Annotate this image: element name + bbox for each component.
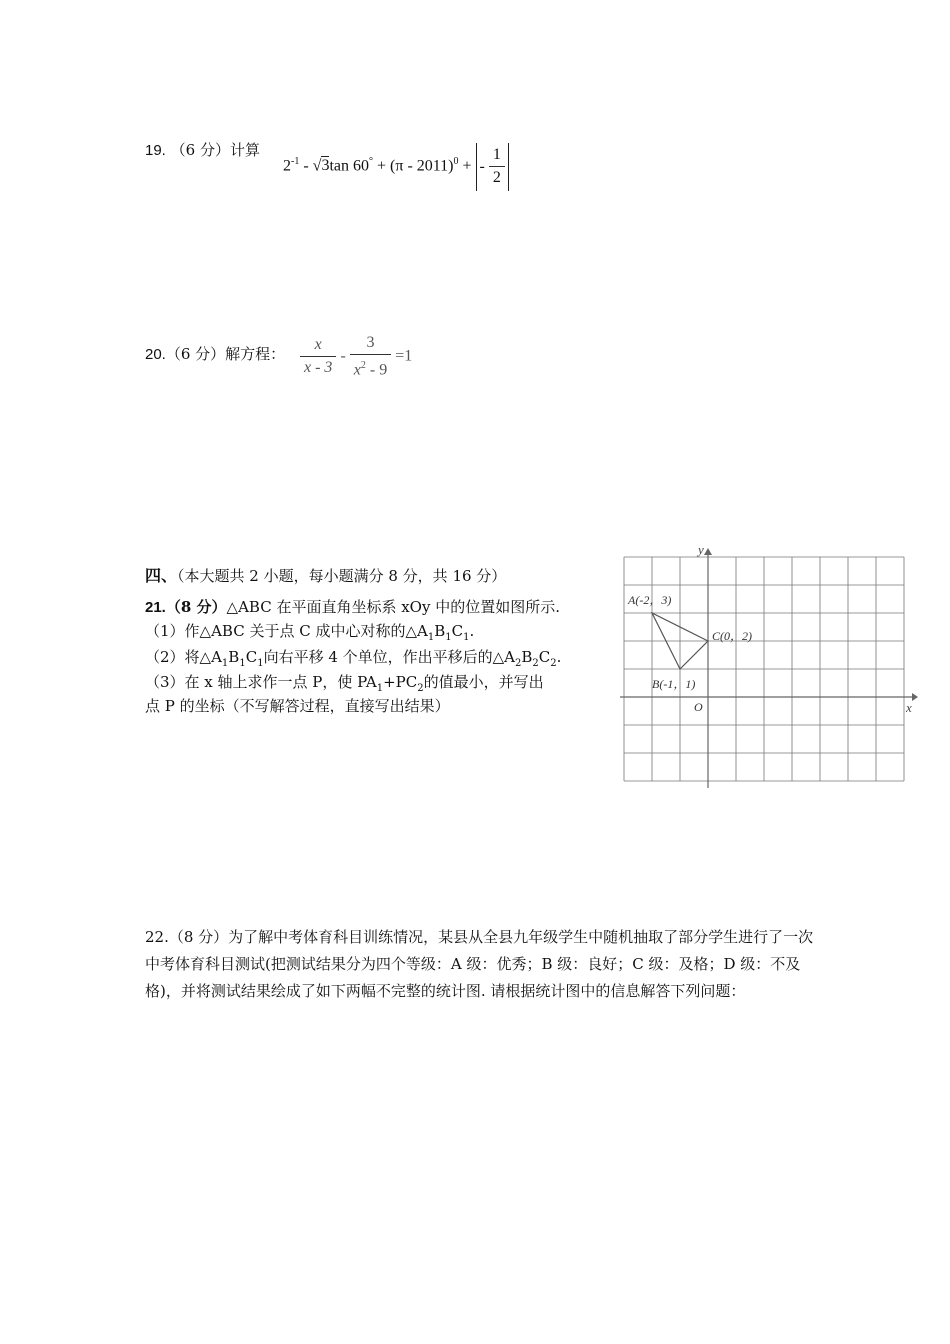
point-a-label: A(-2，3) [628, 593, 672, 607]
q21-step-3 [145, 672, 544, 699]
section-4-heading [145, 566, 506, 586]
q19-exp: -1 [291, 156, 300, 167]
q21-s2-d: 向右平移 4 个单位，作出平移后的△A [263, 648, 516, 666]
q20-fraction-1 [300, 334, 336, 379]
q19-plus-2: + [458, 157, 476, 175]
q21-points: （8 分） [165, 598, 227, 616]
q20-f2-x: x [353, 361, 361, 379]
section-4-desc: （本大题共 2 小题，每小题满分 8 分，共 16 分） [177, 567, 507, 585]
q20-f2-bot [350, 355, 391, 381]
q19-frac-top: 1 [489, 144, 505, 167]
q21-s2-sub-e: 2 [532, 658, 539, 669]
q20-f1-bot: x - 3 [304, 359, 333, 377]
q19-abs [476, 143, 509, 191]
q21-s1-c: C [451, 622, 464, 640]
y-axis-label: y [698, 542, 704, 557]
q20-number: 20. [145, 346, 166, 363]
q21-step-1 [145, 621, 474, 648]
q19-degree: ° [369, 156, 373, 167]
point-c-label: C(0，2) [712, 629, 752, 643]
q19-abs-minus: - [479, 157, 489, 175]
q21-s3-c: 的值最小，并写出 [423, 673, 544, 691]
q20-f2-top: 3 [350, 332, 391, 355]
sqrt-icon: √ [312, 157, 322, 175]
q21-s1-b: B [434, 622, 446, 640]
q19-frac-bot: 2 [492, 169, 501, 187]
question-20 [145, 344, 285, 365]
q21-intro: △ABC 在平面直角坐标系 xOy 中的位置如图所示. [226, 598, 560, 616]
q21-s2-sub-b: 1 [239, 658, 246, 669]
q21-s1-a: （1）作△ABC 关于点 C 成中心对称的△A [145, 622, 428, 640]
q21-s1-sub-a: 1 [427, 632, 435, 643]
q19-tan: tan 60 [329, 157, 369, 175]
q21-s2-e: B [521, 648, 533, 666]
q21-s2-a: （2）将△A [145, 648, 222, 666]
coordinate-grid-figure [612, 540, 922, 795]
question-19 [145, 140, 260, 161]
point-b-label: B(-1，1) [652, 677, 696, 691]
q20-f2-rest: - 9 [365, 361, 388, 379]
q21-s3-line2: 点 P 的坐标（不写解答过程，直接写出结果） [145, 697, 450, 715]
q19-points: （6 分） [170, 141, 230, 159]
q21-step-3-line-2 [145, 696, 450, 716]
q21-intro-line [145, 597, 560, 618]
q19-sqrt-value: 3 [321, 157, 330, 175]
q21-number: 21. [145, 599, 166, 616]
q21-s1-sub-c: 1 [463, 632, 470, 643]
q19-plus: + [373, 157, 391, 175]
question-22: 22.（8 分）为了解中考体育科目训练情况，某县从全县九年级学生中随机抽取了部分学生进行了一次中考体育科目测试(把测试结果分为四个等级：A 级：优秀；B 级：良好；C 级：及格；D 级：不及格)，并将测试结果绘成了如下两幅不完整的统计图. 请根据统计图中的信息解答下列问题： [145, 928, 814, 1000]
x-axis-label: x [906, 700, 912, 715]
q21-s2-b: B [228, 648, 240, 666]
q21-step-2 [145, 647, 561, 674]
q21-s1-sub-b: 1 [445, 632, 452, 643]
axes [620, 548, 918, 788]
q19-paren: (π - 2011) [390, 157, 454, 175]
q21-s1-end: . [469, 622, 475, 640]
q20-rhs: =1 [391, 347, 413, 365]
section-4-title: 四、 [145, 566, 178, 585]
x-axis-arrow-icon [912, 693, 918, 701]
q20-f2-exp: 2 [360, 360, 366, 371]
q21-s2-f: C [538, 648, 551, 666]
q21-s2-sub-f: 2 [550, 658, 557, 669]
q19-fraction [489, 144, 505, 189]
y-axis-arrow-icon [704, 548, 712, 555]
q21-s3-sub-b: 2 [417, 683, 424, 694]
origin-label: O [694, 700, 703, 714]
q20-fraction-2 [350, 332, 391, 381]
q19-number: 19. [145, 142, 166, 159]
q20-equation [300, 332, 412, 381]
q21-s3-b: +PC [383, 673, 418, 691]
q20-f1-top: x [300, 334, 336, 357]
q21-s2-sub-c: 1 [257, 658, 264, 669]
q19-expression [283, 138, 509, 191]
q21-s2-c: C [245, 648, 258, 666]
q19-paren-exp: 0 [453, 156, 459, 167]
q20-minus: - [336, 347, 350, 365]
grid-lines [624, 557, 904, 781]
q20-verb: 解方程： [225, 345, 286, 363]
q20-points: （6 分） [165, 345, 226, 363]
q21-s3-a: （3）在 x 轴上求作一点 P，使 PA [145, 673, 377, 691]
q19-verb: 计算 [229, 141, 260, 159]
q21-s2-sub-a: 1 [221, 658, 229, 669]
q21-s2-sub-d: 2 [515, 658, 522, 669]
q19-base: 2 [283, 157, 291, 175]
q21-s3-sub-a: 1 [376, 683, 384, 694]
q21-s2-end: . [556, 648, 562, 666]
q19-minus: - [299, 157, 313, 175]
